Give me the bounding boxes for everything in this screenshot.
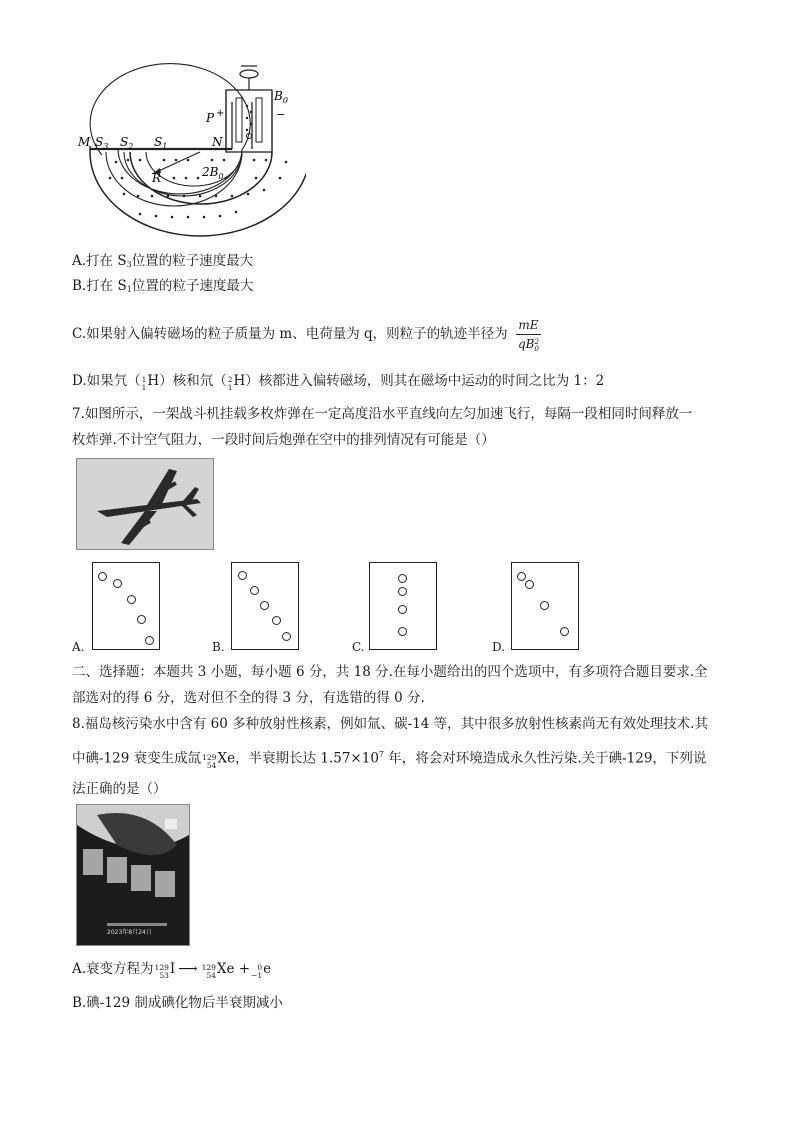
label-n: N [212, 135, 223, 149]
q7-stem-line1: 7.如图所示，一架战斗机挂载多枚炸弹在一定高度沿水平直线向左匀加速飞行，每隔一段相同时间释放一 [72, 406, 693, 422]
q7-stem-line2: 枚炸弹.不计空气阻力，一段时间后炮弹在空中的排列情况有可能是（） [72, 432, 495, 448]
q7-option-b-label: B. [212, 640, 225, 654]
velocity-selector [226, 90, 272, 152]
q7-option-a-box [92, 562, 160, 650]
q6-option-a: A.打在 $S_3$位置的粒子速度最大 [72, 253, 254, 269]
q8-option-b: B.碘-129 制成碘化物后半衰期减小 [72, 995, 283, 1011]
q6-option-b: B.打在 $S_1$位置的粒子速度最大 [72, 278, 254, 294]
fighter-jet-photo [76, 458, 214, 550]
q7-option-c-box [369, 562, 437, 650]
label-s1: $S_1$ [154, 135, 168, 151]
label-p: P [206, 111, 215, 125]
section2-header-line2: 部选对的得 6 分，选对但不全的得 3 分，有选错的得 0 分. [72, 690, 425, 706]
label-s3: $S_3$ [95, 135, 109, 151]
label-r: R [152, 171, 162, 185]
q7-option-d-box [511, 562, 579, 650]
q7-option-a-label: A. [72, 640, 85, 654]
outer-semicircle [90, 146, 306, 236]
label-b0: $B_0$ [274, 89, 288, 105]
q8-option-a: A.衰变方程为 129 53 I ⟶ 129 54 Xe + 0 −1 e [72, 961, 272, 980]
q6-option-d: D.如果氕（ 1 1 H）核和氘（ 2 1 H）核都进入偏转磁场，则其在磁场中运动的时间之比为 1：2 [72, 373, 605, 392]
label-minus: − [276, 108, 286, 121]
q8-stem-line3: 法正确的是（） [72, 781, 167, 797]
mass-spectrometer-diagram [76, 62, 306, 238]
nuclear-water-poster [76, 804, 190, 946]
poster-date: 2023年8月24日 [107, 929, 152, 936]
label-m: M [78, 135, 91, 149]
field-dots [109, 159, 288, 219]
label-plus: + [216, 108, 225, 119]
q7-option-c-label: C. [352, 640, 365, 654]
section2-header-line1: 二、选择题：本题共 3 小题，每小题 6 分，共 18 分.在每小题给出的四个选项中，有多项符合题目要求.全 [72, 664, 708, 680]
ion-source [240, 70, 258, 78]
q8-stem-line1: 8.福岛核污染水中含有 60 多种放射性核素，例如氚、碳-14 等，其中很多放射性核素尚无有效处理技术.其 [72, 716, 708, 732]
q7-option-d-label: D. [492, 640, 506, 654]
label-2b0: $2B_0$ [202, 165, 224, 181]
q6-option-c: C.如果射入偏转磁场的粒子质量为 m、电荷量为 q，则粒子的轨迹半径为 mE qB 2 0 [72, 318, 539, 353]
q7-option-b-box [231, 562, 299, 650]
label-s2: $S_2$ [120, 135, 134, 151]
radius-fraction: mE qB 2 0 [517, 318, 539, 353]
q8-stem-line2: 中碘-129 衰变生成氙 129 54 Xe，半衰期长达 $1.57\times 10^7$ 年，将会对环境造成永久性污染.关于碘-129，下列说 [72, 750, 707, 770]
